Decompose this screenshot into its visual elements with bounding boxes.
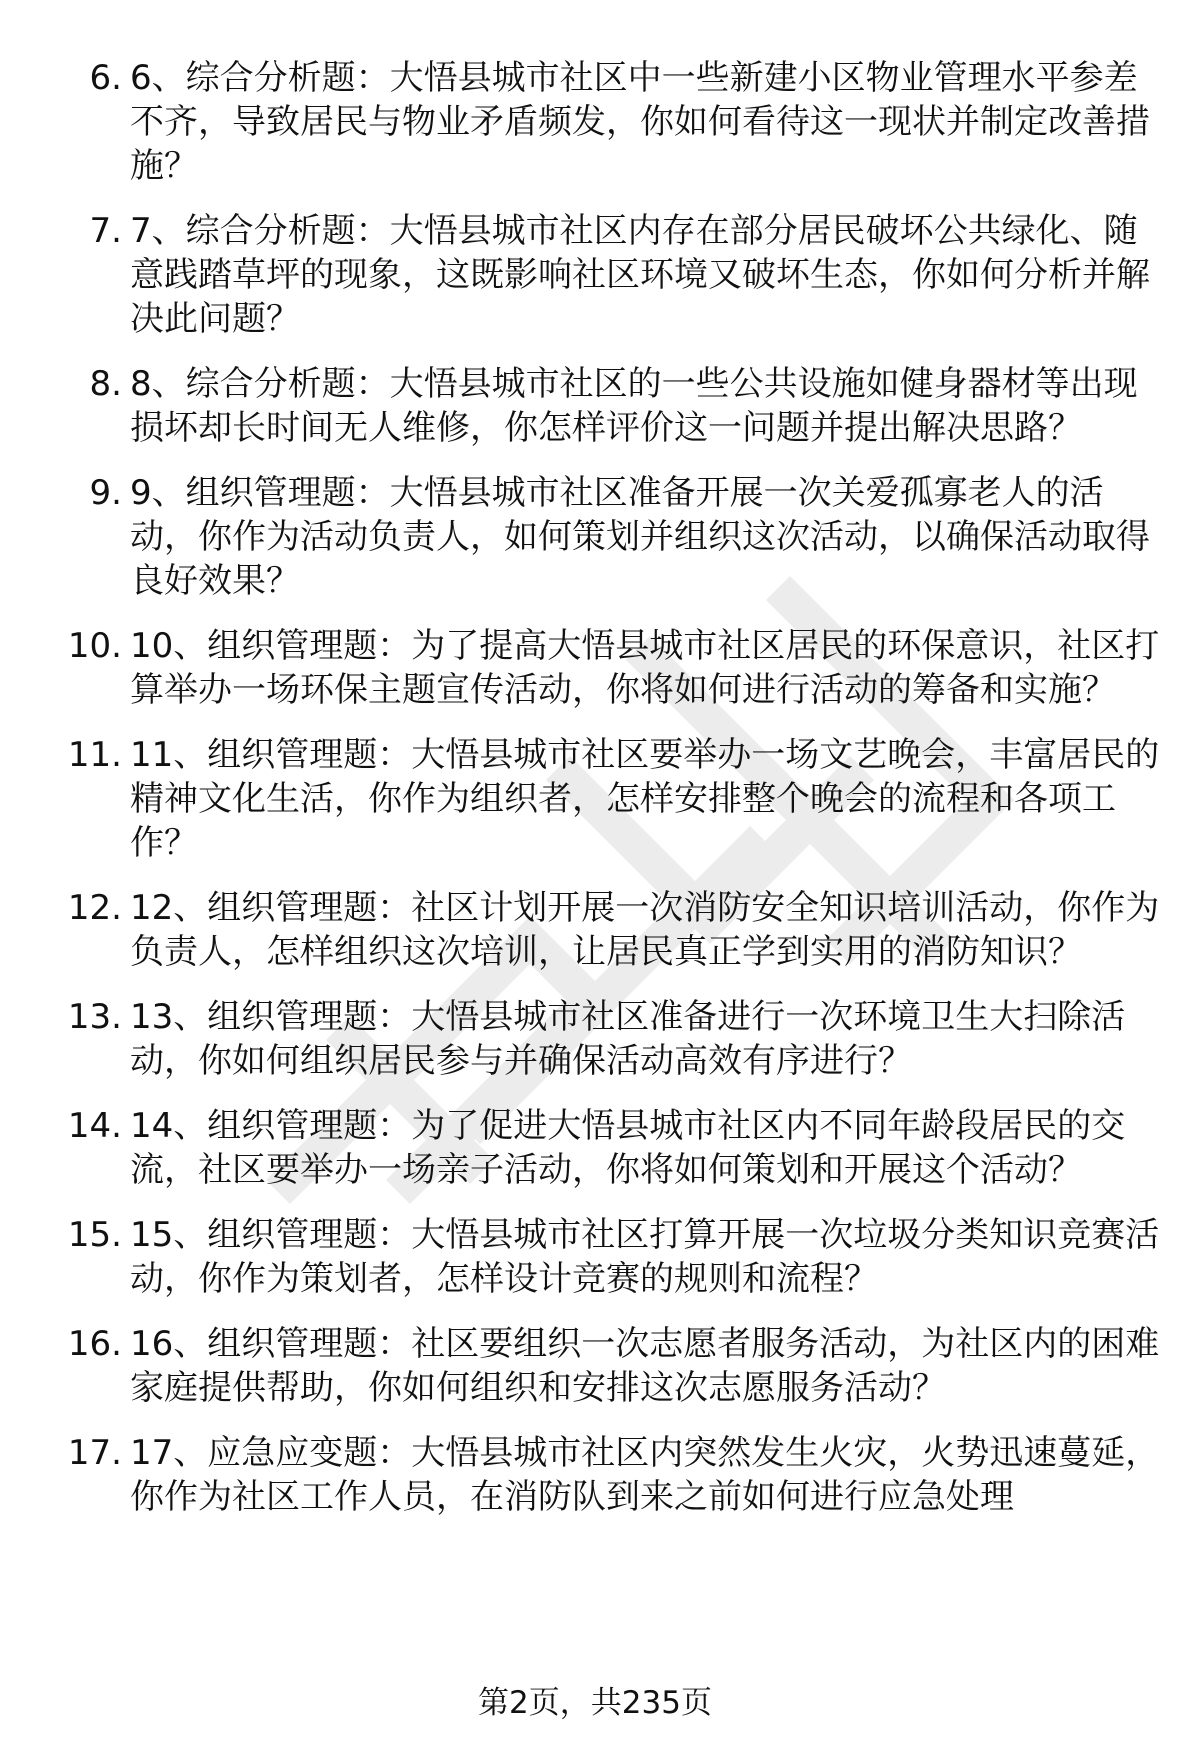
list-item (0, 886, 1190, 974)
list-item (0, 1431, 1190, 1519)
list-item-text: 15、组织管理题：大悟县城市社区打算开展一次垃圾分类知识竞赛活动，你作为策划者，怎样设计竞赛的规则和流程？ (130, 1215, 1160, 1299)
question-list (0, 56, 1190, 1540)
list-item-text: 7、综合分析题：大悟县城市社区内存在部分居民破坏公共绿化、随意践踏草坪的现象，这既影响社区环境又破坏生态，你如何分析并解决此问题？ (130, 211, 1150, 339)
list-item (0, 362, 1190, 450)
list-item (0, 1213, 1190, 1301)
list-item-number: 6. (89, 58, 122, 98)
list-item-text: 8、综合分析题：大悟县城市社区的一些公共设施如健身器材等出现损坏却长时间无人维修，你怎样评价这一问题并提出解决思路？ (130, 364, 1138, 448)
list-item-text: 11、组织管理题：大悟县城市社区要举办一场文艺晚会，丰富居民的精神文化生活，你作为组织者，怎样安排整个晚会的流程和各项工作？ (130, 735, 1160, 863)
list-item-text: 12、组织管理题：社区计划开展一次消防安全知识培训活动，你作为负责人，怎样组织这次培训，让居民真正学到实用的消防知识？ (130, 888, 1160, 972)
list-item-number: 10. (67, 626, 122, 666)
list-item-number: 15. (67, 1215, 122, 1255)
list-item-number: 13. (67, 997, 122, 1037)
list-item-text: 14、组织管理题：为了促进大悟县城市社区内不同年龄段居民的交流，社区要举办一场亲子活动，你将如何策划和开展这个活动？ (130, 1106, 1126, 1190)
list-item-number: 9. (89, 473, 122, 513)
list-item-text: 9、组织管理题：大悟县城市社区准备开展一次关爱孤寡老人的活动，你作为活动负责人，如何策划并组织这次活动，以确保活动取得良好效果？ (130, 473, 1150, 601)
page-number-label: 第2页，共235页 (478, 1685, 712, 1721)
list-item (0, 471, 1190, 603)
list-item-number: 17. (67, 1433, 122, 1473)
list-item-number: 11. (67, 735, 122, 775)
list-item-text: 17、应急应变题：大悟县城市社区内突然发生火灾，火势迅速蔓延，你作为社区工作人员，在消防队到来之前如何进行应急处理 (130, 1433, 1160, 1517)
list-item (0, 56, 1190, 188)
list-item-number: 14. (67, 1106, 122, 1146)
list-item-text: 16、组织管理题：社区要组织一次志愿者服务活动，为社区内的困难家庭提供帮助，你如何组织和安排这次志愿服务活动？ (130, 1324, 1160, 1408)
list-item (0, 1104, 1190, 1192)
list-item (0, 995, 1190, 1083)
list-item-text: 10、组织管理题：为了提高大悟县城市社区居民的环保意识，社区打算举办一场环保主题宣传活动，你将如何进行活动的筹备和实施？ (130, 626, 1160, 710)
list-item (0, 1322, 1190, 1410)
list-item (0, 733, 1190, 865)
list-item-number: 16. (67, 1324, 122, 1364)
list-item-number: 12. (67, 888, 122, 928)
list-item (0, 624, 1190, 712)
list-item (0, 209, 1190, 341)
list-item-number: 8. (89, 364, 122, 404)
page-footer (0, 1683, 1190, 1723)
list-item-number: 7. (89, 211, 122, 251)
list-item-text: 13、组织管理题：大悟县城市社区准备进行一次环境卫生大扫除活动，你如何组织居民参与并确保活动高效有序进行？ (130, 997, 1126, 1081)
list-item-text: 6、综合分析题：大悟县城市社区中一些新建小区物业管理水平参差不齐，导致居民与物业矛盾频发，你如何看待这一现状并制定改善措施？ (130, 58, 1150, 186)
